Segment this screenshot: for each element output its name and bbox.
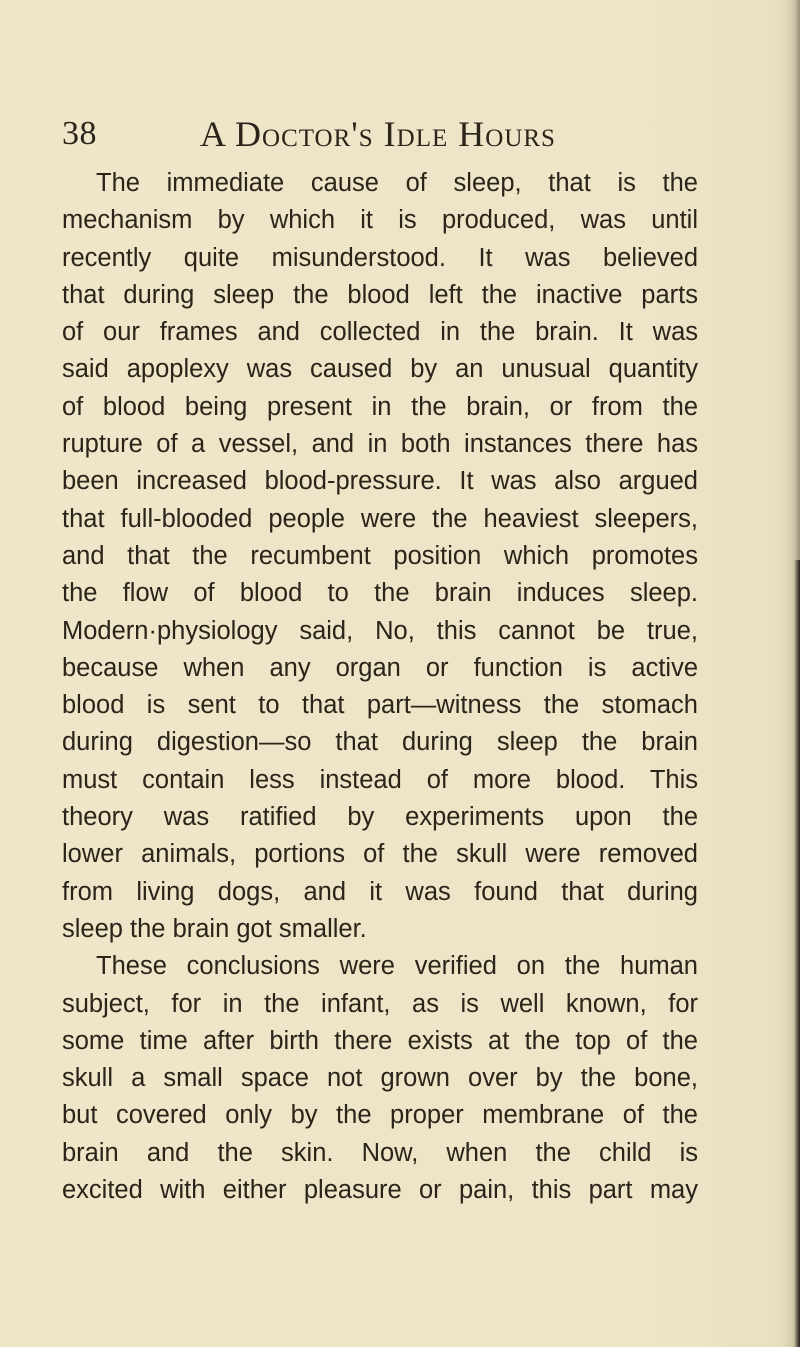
text-line: been increased blood-pressure. It was also argued [62,467,698,496]
text-line: from living dogs, and it was found that during [62,877,698,906]
text-line: The immediate cause of sleep, that is the [96,169,698,197]
text-line: and that the recumbent position which promotes [62,541,698,570]
text-line: sleep the brain got smaller. [62,914,367,943]
text-line: blood is sent to that part—witness the stomach [62,691,698,720]
text-line: of blood being present in the brain, or from the [62,392,698,421]
text-line: but covered only by the proper membrane of the [62,1101,698,1130]
page-edge-binding [794,560,800,1347]
text-line: mechanism by which it is produced, was until [62,206,698,235]
text-line: because when any organ or function is active [62,653,698,682]
text-line: brain and the skin. Now, when the child is [62,1138,698,1167]
text-line: some time after birth there exists at the top of the [62,1026,698,1055]
text-line: subject, for in the infant, as is well known, for [62,989,698,1018]
text-line: excited with either pleasure or pain, this part may [62,1176,698,1205]
text-line: that full-blooded people were the heaviest sleepers, [62,504,698,533]
running-title: A Doctor's Idle Hours [200,114,556,154]
text-line: These conclusions were verified on the human [96,952,698,981]
text-line: rupture of a vessel, and in both instances there has [62,430,698,459]
text-line: of our frames and collected in the brain. It was [62,318,698,347]
text-line: that during sleep the blood left the inactive parts [62,280,698,309]
text-line: the flow of blood to the brain induces sleep. [62,579,698,608]
body-text [62,165,698,1209]
paragraph-1 [62,165,698,948]
text-line: theory was ratified by experiments upon the [62,803,698,832]
text-line: during digestion—so that during sleep the brain [62,728,698,757]
running-head [62,112,732,156]
text-line: lower animals, portions of the skull were removed [62,840,698,869]
text-line: said apoplexy was caused by an unusual quantity [62,355,698,384]
paragraph-2 [62,948,698,1209]
text-line: Modern·physiology said, No, this cannot be true, [62,616,698,645]
page-number: 38 [62,115,97,152]
text-line: must contain less instead of more blood. This [62,765,698,794]
text-line: recently quite misunderstood. It was believed [62,243,698,272]
text-line: skull a small space not grown over by the bone, [62,1064,698,1093]
